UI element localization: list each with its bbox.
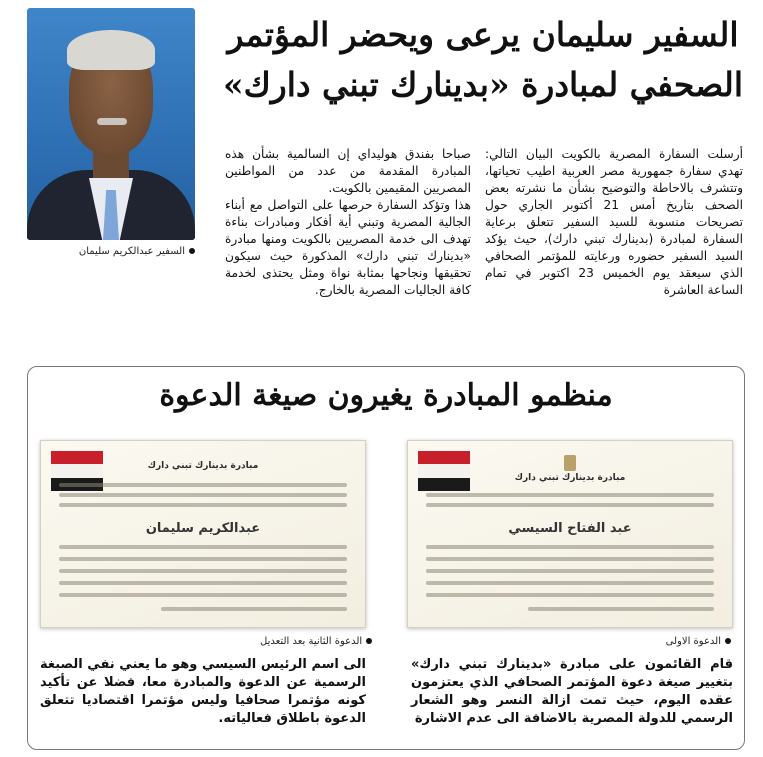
- bullet-icon: [725, 638, 731, 644]
- photo-caption: [27, 246, 195, 257]
- egypt-flag-icon: [418, 451, 470, 491]
- bottom-text-left: الى اسم الرئيس السيسي وهو ما يعني نفي الصبغة الرسمية عن الدعوة والمبادرة معا، فضلا عن تأكيد كونه مؤتمرا صحافيا وليس مؤتمرا اقتصاديا تتعلق الدعوة باطلاق فعالياته.: [40, 657, 366, 726]
- article-left-paragraph-2: هذا وتؤكد السفارة حرصها على التواصل مع أبناء الجالية المصرية وتبني أية أفكار ومبادرات بناءة تهدف الى خدمة المصريين بالكويت ومنها مبادرة «بدينارك تبني دارك» المذكورة حيث سيكون تحقيقها ونجاحها بمثابة نواة ومثل يحتذى لخدمة كافة الجاليات المصرية بالخارج.: [225, 198, 471, 297]
- headline-line-2: الصحفي لمبادرة «بدينارك تبني دارك»: [222, 65, 743, 104]
- ambassador-photo: [27, 8, 195, 240]
- headline-line-1: السفير سليمان يرعى ويحضر المؤتمر: [227, 15, 739, 54]
- invitation-card-first: [407, 440, 733, 628]
- bullet-icon: [366, 638, 372, 644]
- headline: [223, 10, 743, 110]
- bullet-icon: [189, 248, 195, 254]
- caption-first-invitation: [666, 636, 731, 647]
- article-column-left: [225, 146, 471, 299]
- article-left-paragraph-1: صباحا بفندق هوليداي إن السالمية بشأن هذه المبادرة المقدمة من عدد من المواطنين المصريين المقيمين بالكويت.: [225, 147, 471, 195]
- caption-second-text: الدعوة الثانية بعد التعديل: [260, 636, 363, 647]
- bottom-text-right: قام القائمون على مبادرة «بدينارك تبني دارك» بتغيير صيغة دعوة المؤتمر الصحافي الذي يعتزمون عقده اليوم، حيث تمت ازالة النسر وهو الشعار الرسمي للدولة المصرية بالاضافة الى عدم الاشارة: [411, 657, 733, 726]
- photo-caption-text: السفير عبدالكريم سليمان: [78, 246, 185, 257]
- article-right-text: أرسلت السفارة المصرية بالكويت البيان التالي: تهدي سفارة جمهورية مصر العربية اطيب تحياتها، وتتشرف بالاحاطة والتوضيح بشأن ما نشرته بعض الصحف بتاريخ أمس 21 أكتوبر الجاري حول تصريحات منسوبة للسيد السفير تتعلق برعاية السفارة لمبادرة (بدينارك تبني دارك)، حيث يؤكد السيد السفير حضوره ورعايته للمؤتمر الصحافي الذي سيعقد يوم الخميس 23 اكتوبر في تمام الساعة العاشرة: [485, 147, 743, 297]
- card-title: مبادرة بدينارك تبني دارك: [514, 473, 626, 483]
- caption-second-invitation: [260, 636, 372, 647]
- card-title: مبادرة بدينارك تبني دارك: [147, 461, 259, 471]
- box-headline: منظمو المبادرة يغيرون صيغة الدعوة: [159, 378, 613, 413]
- card-name: عبدالكريم سليمان: [145, 521, 261, 536]
- article-column-right: [485, 146, 743, 299]
- card-name: عبد الفتاح السيسي: [508, 521, 632, 536]
- invitation-card-second: [40, 440, 366, 628]
- caption-first-text: الدعوة الاولى: [665, 636, 721, 647]
- eagle-emblem-icon: [564, 455, 576, 471]
